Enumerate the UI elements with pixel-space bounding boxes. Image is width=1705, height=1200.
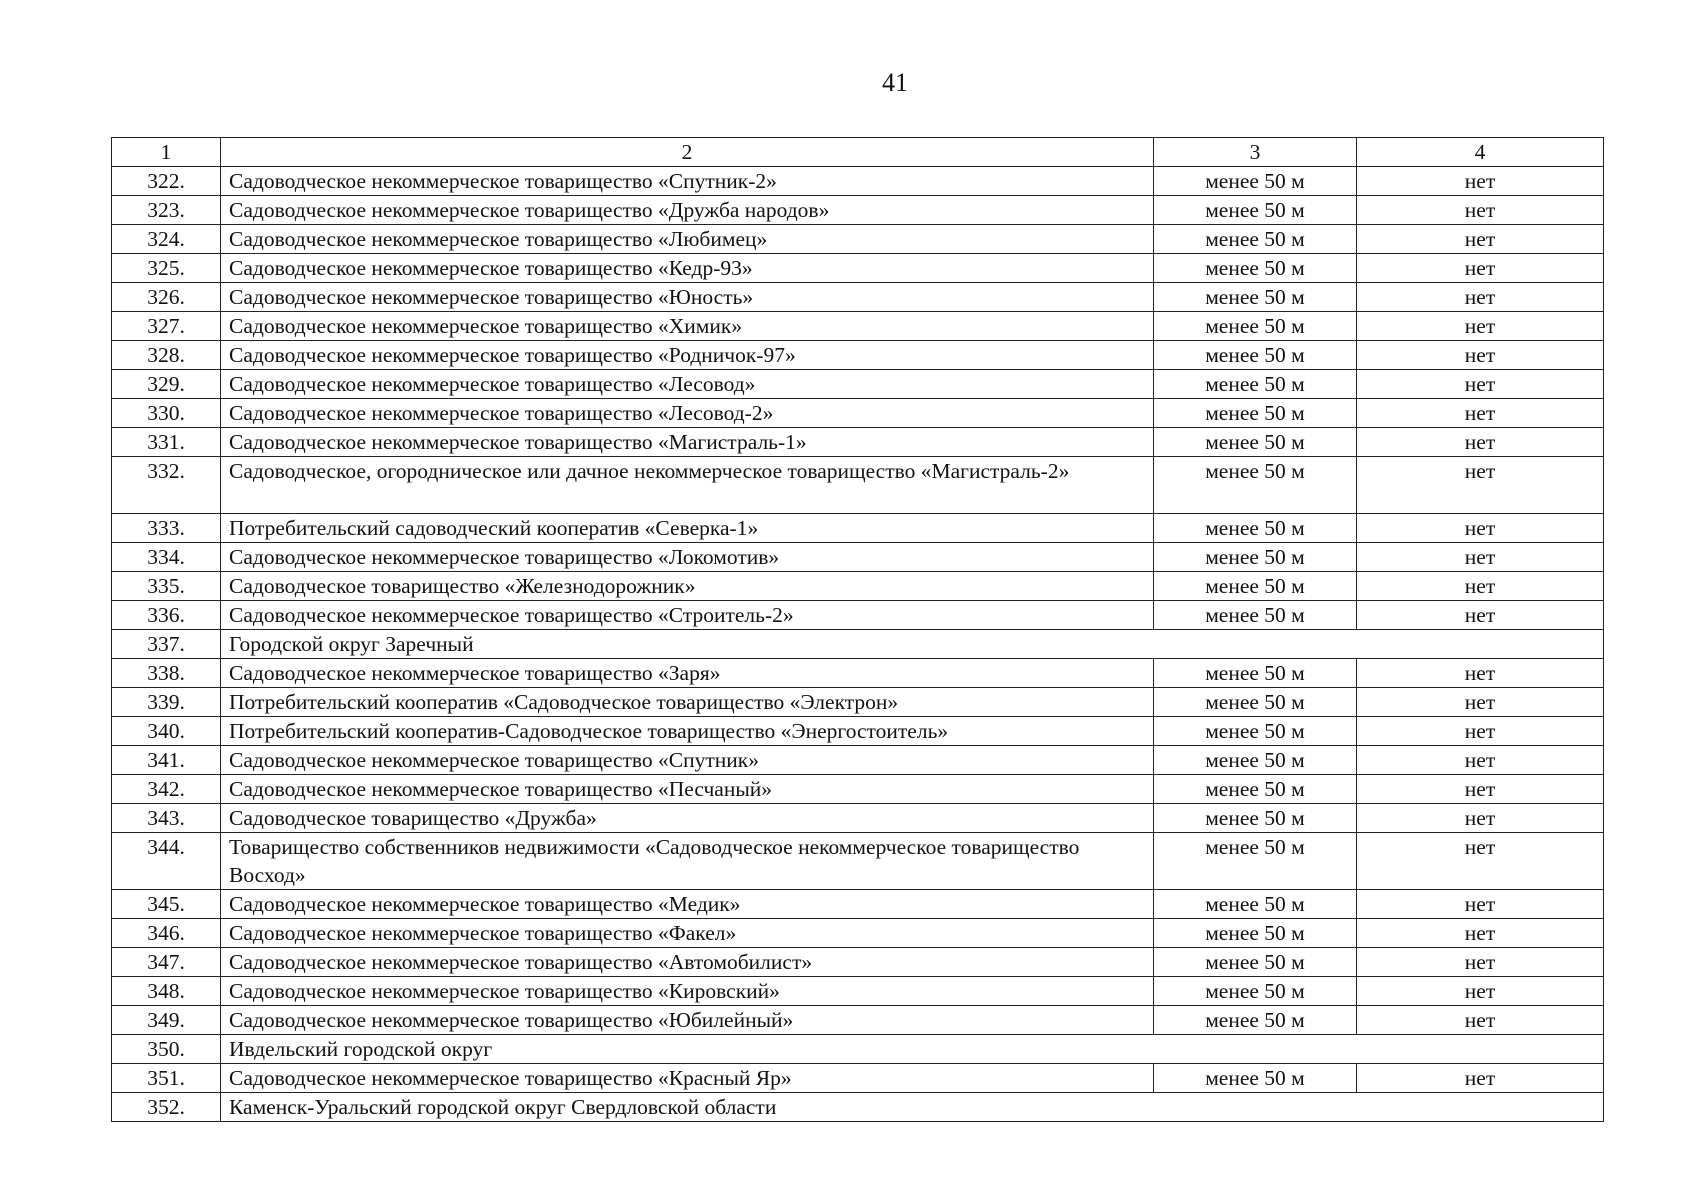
- table-row: [112, 630, 1604, 659]
- flag-value: нет: [1357, 688, 1604, 717]
- table-row: [112, 572, 1604, 601]
- distance-value: менее 50 м: [1154, 283, 1357, 312]
- flag-value: нет: [1357, 370, 1604, 399]
- table-row: [112, 254, 1604, 283]
- organization-name: Товарищество собственников недвижимости «Садоводческое некоммерческое товарищество Восход»: [221, 833, 1154, 890]
- organization-name: Садоводческое некоммерческое товарищество «Юбилейный»: [221, 1006, 1154, 1035]
- table-row: [112, 948, 1604, 977]
- row-number: 338.: [112, 659, 221, 688]
- column-header-3: 3: [1154, 138, 1357, 167]
- table-row: [112, 833, 1604, 890]
- row-number: 349.: [112, 1006, 221, 1035]
- table-row: [112, 399, 1604, 428]
- table-row: [112, 283, 1604, 312]
- distance-value: менее 50 м: [1154, 167, 1357, 196]
- table-row: [112, 977, 1604, 1006]
- organization-name: Садоводческое некоммерческое товарищество «Локомотив»: [221, 543, 1154, 572]
- row-number: 334.: [112, 543, 221, 572]
- distance-value: менее 50 м: [1154, 457, 1357, 514]
- row-number: 333.: [112, 514, 221, 543]
- organization-name: Садоводческое некоммерческое товарищество «Кировский»: [221, 977, 1154, 1006]
- row-number: 330.: [112, 399, 221, 428]
- table-row: [112, 688, 1604, 717]
- distance-value: менее 50 м: [1154, 601, 1357, 630]
- column-header-4: 4: [1357, 138, 1604, 167]
- distance-value: менее 50 м: [1154, 341, 1357, 370]
- row-number: 324.: [112, 225, 221, 254]
- table-row: [112, 919, 1604, 948]
- row-number: 350.: [112, 1035, 221, 1064]
- row-number: 341.: [112, 746, 221, 775]
- row-number: 339.: [112, 688, 221, 717]
- table-row: [112, 1064, 1604, 1093]
- row-number: 345.: [112, 890, 221, 919]
- organization-name: Садоводческое некоммерческое товарищество «Родничок-97»: [221, 341, 1154, 370]
- organization-name: Садоводческое некоммерческое товарищество «Медик»: [221, 890, 1154, 919]
- table-row: [112, 312, 1604, 341]
- row-number: 327.: [112, 312, 221, 341]
- organization-name: Садоводческое некоммерческое товарищество «Песчаный»: [221, 775, 1154, 804]
- table-row: [112, 804, 1604, 833]
- table-row: [112, 167, 1604, 196]
- flag-value: нет: [1357, 746, 1604, 775]
- flag-value: нет: [1357, 399, 1604, 428]
- section-heading: Каменск-Уральский городской округ Свердловской области: [221, 1093, 1604, 1122]
- distance-value: менее 50 м: [1154, 572, 1357, 601]
- distance-value: менее 50 м: [1154, 833, 1357, 890]
- row-number: 352.: [112, 1093, 221, 1122]
- organization-name: Садоводческое некоммерческое товарищество «Любимец»: [221, 225, 1154, 254]
- table-header-row: [112, 138, 1604, 167]
- table-row: [112, 457, 1604, 514]
- organization-name: Садоводческое, огородническое или дачное некоммерческое товарищество «Магистраль-2»: [221, 457, 1154, 514]
- row-number: 340.: [112, 717, 221, 746]
- flag-value: нет: [1357, 457, 1604, 514]
- flag-value: нет: [1357, 659, 1604, 688]
- row-number: 344.: [112, 833, 221, 890]
- distance-value: менее 50 м: [1154, 254, 1357, 283]
- row-number: 323.: [112, 196, 221, 225]
- distance-value: менее 50 м: [1154, 196, 1357, 225]
- table-row: [112, 196, 1604, 225]
- distance-value: менее 50 м: [1154, 948, 1357, 977]
- distance-value: менее 50 м: [1154, 1006, 1357, 1035]
- table-row: [112, 717, 1604, 746]
- organization-name: Садоводческое некоммерческое товарищество «Автомобилист»: [221, 948, 1154, 977]
- flag-value: нет: [1357, 283, 1604, 312]
- flag-value: нет: [1357, 428, 1604, 457]
- table-row: [112, 543, 1604, 572]
- flag-value: нет: [1357, 890, 1604, 919]
- flag-value: нет: [1357, 312, 1604, 341]
- organization-name: Садоводческое некоммерческое товарищество «Кедр-93»: [221, 254, 1154, 283]
- organization-name: Потребительский садоводческий кооператив «Северка-1»: [221, 514, 1154, 543]
- distance-value: менее 50 м: [1154, 370, 1357, 399]
- flag-value: нет: [1357, 717, 1604, 746]
- distance-value: менее 50 м: [1154, 717, 1357, 746]
- flag-value: нет: [1357, 167, 1604, 196]
- row-number: 342.: [112, 775, 221, 804]
- table-row: [112, 428, 1604, 457]
- organization-name: Садоводческое некоммерческое товарищество «Лесовод-2»: [221, 399, 1154, 428]
- flag-value: нет: [1357, 1006, 1604, 1035]
- table-row: [112, 1093, 1604, 1122]
- flag-value: нет: [1357, 543, 1604, 572]
- organization-name: Садоводческое некоммерческое товарищество «Спутник»: [221, 746, 1154, 775]
- organization-name: Садоводческое некоммерческое товарищество «Химик»: [221, 312, 1154, 341]
- distance-value: менее 50 м: [1154, 746, 1357, 775]
- registry-table: [111, 137, 1604, 1122]
- row-number: 326.: [112, 283, 221, 312]
- row-number: 331.: [112, 428, 221, 457]
- row-number: 351.: [112, 1064, 221, 1093]
- distance-value: менее 50 м: [1154, 688, 1357, 717]
- organization-name: Садоводческое некоммерческое товарищество «Дружба народов»: [221, 196, 1154, 225]
- flag-value: нет: [1357, 833, 1604, 890]
- flag-value: нет: [1357, 341, 1604, 370]
- flag-value: нет: [1357, 804, 1604, 833]
- organization-name: Потребительский кооператив-Садоводческое товарищество «Энергостоитель»: [221, 717, 1154, 746]
- row-number: 325.: [112, 254, 221, 283]
- flag-value: нет: [1357, 948, 1604, 977]
- organization-name: Садоводческое некоммерческое товарищество «Факел»: [221, 919, 1154, 948]
- table-row: [112, 225, 1604, 254]
- flag-value: нет: [1357, 919, 1604, 948]
- flag-value: нет: [1357, 514, 1604, 543]
- distance-value: менее 50 м: [1154, 312, 1357, 341]
- distance-value: менее 50 м: [1154, 514, 1357, 543]
- organization-name: Садоводческое товарищество «Железнодорожник»: [221, 572, 1154, 601]
- organization-name: Садоводческое некоммерческое товарищество «Строитель-2»: [221, 601, 1154, 630]
- organization-name: Садоводческое некоммерческое товарищество «Красный Яр»: [221, 1064, 1154, 1093]
- table-row: [112, 341, 1604, 370]
- distance-value: менее 50 м: [1154, 890, 1357, 919]
- table-row: [112, 1035, 1604, 1064]
- flag-value: нет: [1357, 572, 1604, 601]
- registry-table-body: [112, 138, 1604, 1122]
- distance-value: менее 50 м: [1154, 659, 1357, 688]
- row-number: 335.: [112, 572, 221, 601]
- distance-value: менее 50 м: [1154, 775, 1357, 804]
- table-row: [112, 1006, 1604, 1035]
- table-row: [112, 746, 1604, 775]
- table-row: [112, 659, 1604, 688]
- row-number: 328.: [112, 341, 221, 370]
- row-number: 347.: [112, 948, 221, 977]
- organization-name: Садоводческое некоммерческое товарищество «Лесовод»: [221, 370, 1154, 399]
- distance-value: менее 50 м: [1154, 225, 1357, 254]
- row-number: 332.: [112, 457, 221, 514]
- section-heading: Ивдельский городской округ: [221, 1035, 1604, 1064]
- table-row: [112, 775, 1604, 804]
- row-number: 322.: [112, 167, 221, 196]
- table-row: [112, 890, 1604, 919]
- flag-value: нет: [1357, 775, 1604, 804]
- row-number: 346.: [112, 919, 221, 948]
- table-row: [112, 601, 1604, 630]
- row-number: 336.: [112, 601, 221, 630]
- organization-name: Садоводческое товарищество «Дружба»: [221, 804, 1154, 833]
- flag-value: нет: [1357, 254, 1604, 283]
- row-number: 343.: [112, 804, 221, 833]
- organization-name: Садоводческое некоммерческое товарищество «Заря»: [221, 659, 1154, 688]
- distance-value: менее 50 м: [1154, 399, 1357, 428]
- distance-value: менее 50 м: [1154, 919, 1357, 948]
- table-row: [112, 514, 1604, 543]
- distance-value: менее 50 м: [1154, 977, 1357, 1006]
- flag-value: нет: [1357, 196, 1604, 225]
- organization-name: Садоводческое некоммерческое товарищество «Магистраль-1»: [221, 428, 1154, 457]
- flag-value: нет: [1357, 977, 1604, 1006]
- organization-name: Потребительский кооператив «Садоводческое товарищество «Электрон»: [221, 688, 1154, 717]
- row-number: 329.: [112, 370, 221, 399]
- organization-name: Садоводческое некоммерческое товарищество «Юность»: [221, 283, 1154, 312]
- column-header-2: 2: [221, 138, 1154, 167]
- table-row: [112, 370, 1604, 399]
- column-header-1: 1: [112, 138, 221, 167]
- distance-value: менее 50 м: [1154, 1064, 1357, 1093]
- distance-value: менее 50 м: [1154, 428, 1357, 457]
- flag-value: нет: [1357, 601, 1604, 630]
- page-number: 41: [882, 68, 908, 97]
- flag-value: нет: [1357, 225, 1604, 254]
- distance-value: менее 50 м: [1154, 543, 1357, 572]
- row-number: 337.: [112, 630, 221, 659]
- flag-value: нет: [1357, 1064, 1604, 1093]
- organization-name: Садоводческое некоммерческое товарищество «Спутник-2»: [221, 167, 1154, 196]
- row-number: 348.: [112, 977, 221, 1006]
- distance-value: менее 50 м: [1154, 804, 1357, 833]
- section-heading: Городской округ Заречный: [221, 630, 1604, 659]
